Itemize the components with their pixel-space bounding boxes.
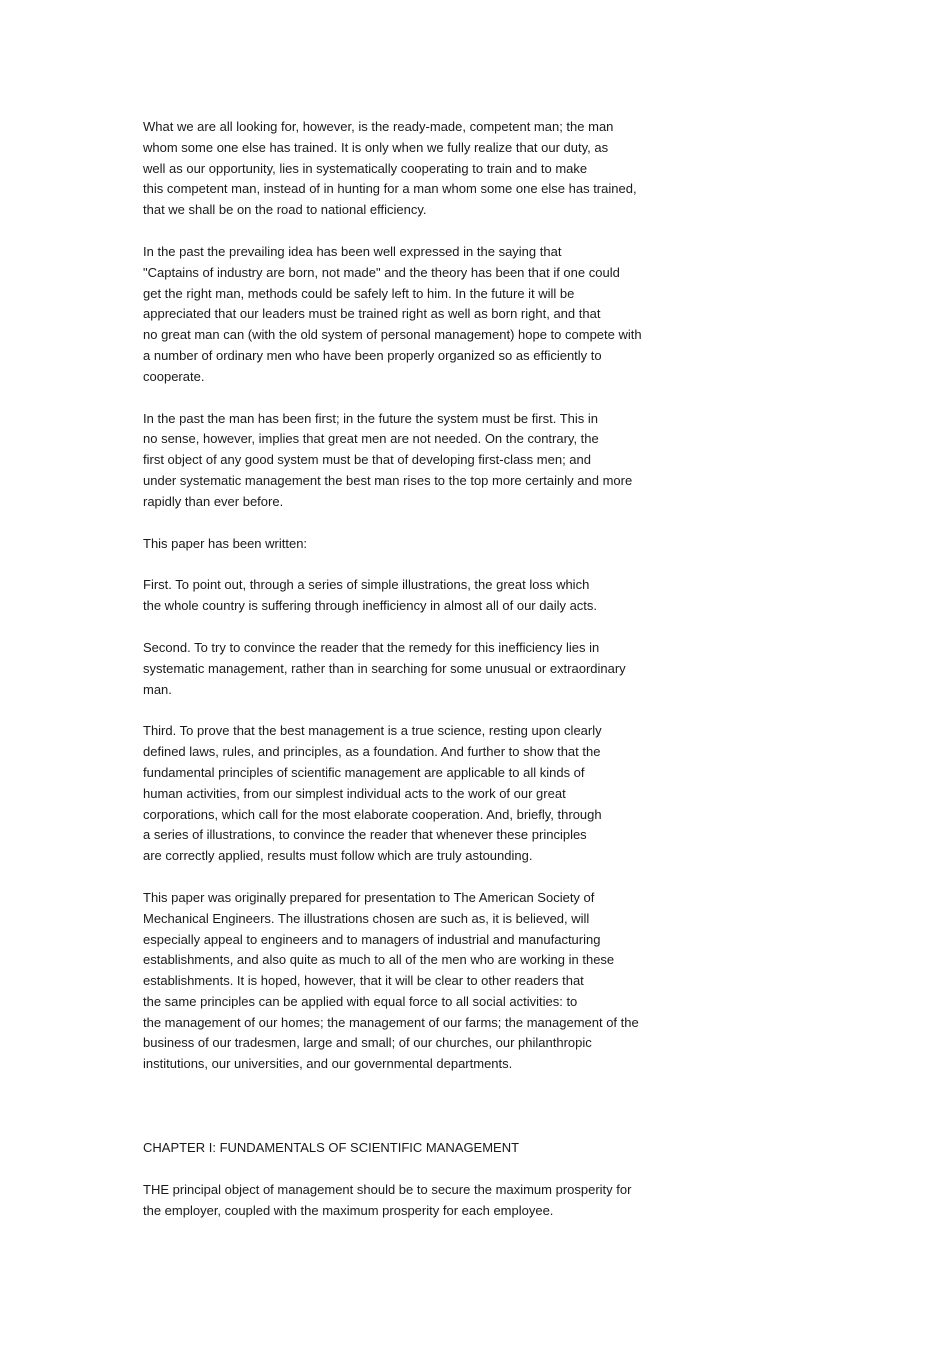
text-line: that we shall be on the road to national efficiency. <box>143 202 427 218</box>
text-line: cooperate. <box>143 368 205 384</box>
paragraph-second-point <box>143 638 703 700</box>
text-line: appreciated that our leaders must be trained right as well as born right, and that <box>143 306 601 322</box>
text-line: the whole country is suffering through inefficiency in almost all of our daily acts. <box>143 598 598 614</box>
text-line: the same principles can be applied with equal force to all social activities: to <box>143 993 578 1009</box>
paragraph-captains-of-industry <box>143 242 703 388</box>
text-line: establishments. It is hoped, however, that it will be clear to other readers that <box>143 973 584 989</box>
chapter-heading-text: CHAPTER I: FUNDAMENTALS OF SCIENTIFIC MANAGEMENT <box>143 1140 520 1156</box>
paragraph-originally-prepared <box>143 888 703 1075</box>
text-line: This paper was originally prepared for presentation to The American Society of <box>143 889 595 905</box>
paragraph-ready-made-man <box>143 117 703 221</box>
text-line: rapidly than ever before. <box>143 493 284 509</box>
text-line: First. To point out, through a series of simple illustrations, the great loss which <box>143 577 590 593</box>
text-line: whom some one else has trained. It is only when we fully realize that our duty, as <box>143 139 609 155</box>
text-line: defined laws, rules, and principles, as a foundation. And further to show that the <box>143 744 601 760</box>
paragraph-first-point <box>143 575 703 617</box>
text-line: human activities, from our simplest individual acts to the work of our great <box>143 785 566 801</box>
text-line: a number of ordinary men who have been properly organized so as efficiently to <box>143 347 602 363</box>
text-line: What we are all looking for, however, is the ready-made, competent man; the man <box>143 119 614 134</box>
text-line: In the past the prevailing idea has been well expressed in the saying that <box>143 243 562 259</box>
text-line: THE principal object of management should be to secure the maximum prosperity for <box>143 1181 632 1197</box>
text-line: This paper has been written: <box>143 535 308 551</box>
paragraph-principal-object <box>143 1180 703 1222</box>
text-line: this competent man, instead of in hunting for a man whom some one else has trained, <box>143 181 637 197</box>
document-page <box>143 117 703 1221</box>
text-line: the employer, coupled with the maximum prosperity for each employee. <box>143 1202 554 1218</box>
text-line: establishments, and also quite as much to all of the men who are working in these <box>143 952 615 968</box>
text-line: institutions, our universities, and our governmental departments. <box>143 1056 513 1072</box>
paragraph-gap <box>143 388 703 409</box>
text-line: under systematic management the best man rises to the top more certainly and more <box>143 472 633 488</box>
text-line: Mechanical Engineers. The illustrations chosen are such as, it is believed, will <box>143 910 590 926</box>
text-line: are correctly applied, results must follow which are truly astounding. <box>143 848 533 864</box>
paragraph-gap <box>143 221 703 242</box>
text-line: corporations, which call for the most elaborate cooperation. And, briefly, through <box>143 806 602 822</box>
chapter-heading <box>143 1138 703 1159</box>
text-line: a series of illustrations, to convince the reader that whenever these principles <box>143 827 587 843</box>
paragraph-system-first <box>143 409 703 513</box>
section-gap <box>143 1075 703 1138</box>
paragraph-gap <box>143 513 703 534</box>
text-line: Third. To prove that the best management is a true science, resting upon clearly <box>143 723 602 739</box>
text-line: first object of any good system must be that of developing first-class men; and <box>143 452 591 468</box>
text-line: no great man can (with the old system of personal management) hope to compete with <box>143 327 642 343</box>
paragraph-third-point <box>143 721 703 867</box>
paragraph-gap <box>143 1159 703 1180</box>
paragraph-gap <box>143 554 703 575</box>
text-line: the management of our homes; the management of our farms; the management of the <box>143 1014 639 1030</box>
paragraph-gap <box>143 700 703 721</box>
text-line: man. <box>143 681 172 697</box>
paragraph-gap <box>143 867 703 888</box>
text-line: well as our opportunity, lies in systematically cooperating to train and to make <box>143 160 588 176</box>
text-line: Second. To try to convince the reader that the remedy for this inefficiency lies in <box>143 639 600 655</box>
text-line: get the right man, methods could be safely left to him. In the future it will be <box>143 285 575 301</box>
text-line: fundamental principles of scientific management are applicable to all kinds of <box>143 764 585 780</box>
text-line: In the past the man has been first; in the future the system must be first. This in <box>143 410 598 426</box>
text-line: business of our tradesmen, large and small; of our churches, our philanthropic <box>143 1035 592 1051</box>
text-line: especially appeal to engineers and to managers of industrial and manufacturing <box>143 931 601 947</box>
text-line: systematic management, rather than in searching for some unusual or extraordinary <box>143 660 626 676</box>
text-line: "Captains of industry are born, not made" and the theory has been that if one could <box>143 264 620 280</box>
paragraph-paper-written <box>143 534 703 555</box>
paragraph-gap <box>143 617 703 638</box>
text-line: no sense, however, implies that great men are not needed. On the contrary, the <box>143 431 599 447</box>
